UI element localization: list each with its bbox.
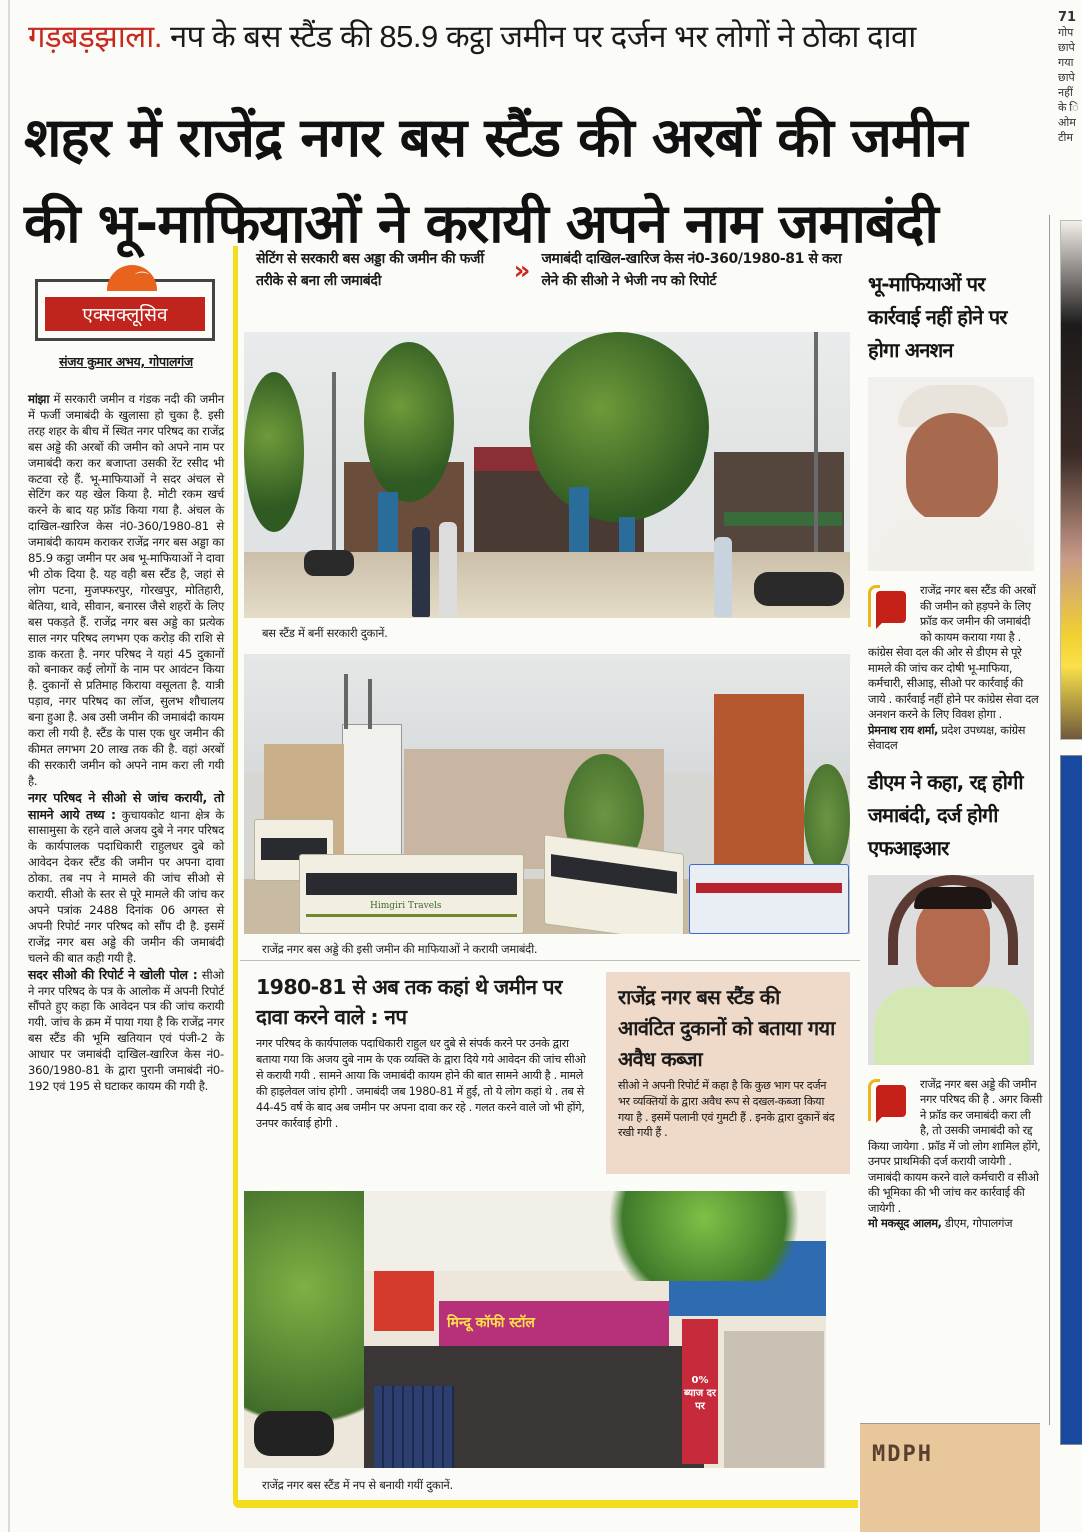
sliver-line: छापे [1058,41,1075,54]
subhead-1: नगर परिषद ने सीओ से जांच करायी, तो सामने आये तथ्य : [28,789,224,822]
photo-pole [814,332,818,552]
sliver-number: 71 [1058,10,1077,25]
photo-motorbike [754,572,844,606]
photo-bus-depot [244,654,850,934]
sliver-line: छापे [1058,71,1075,84]
adjacent-column-sliver [1058,10,1082,1532]
paragraph-1: में सरकारी जमीन व गंडक नदी की जमीन में फर्जी जमाबंदी के खुलासा हो चुका है. इसी तरह शहर के बीच में स्थित नगर परिषद का राजेंद्र बस अड्डे की अरबों की जमीन को अपने नाम पर जमाबंदी करा कर बजाप्ता उसकी रेंट रसीद भी कटवा रहे हैं. भू-माफियाओं ने सदर अंचल से सेटिंग कर यह खेल किया है. मोटी रकम खर्च करने के बाद यह फ्रॉड किया गया है. अंचल के दाखिल-खारिज केस नं0-360/1980-81 से जमाबंदी कायम कराकर राजेंद्र नगर बस अड्डा का 85.9 कट्ठा जमीन पर अब भू-माफियाओं ने दावा भी ठोक दिया है. यह वही बस स्टैंड है, जहां से लोग पटना, मुजफ्फरपुर, गोरखपुर, मोतिहारी, बेतिया, थावे, सीवान, बनारस जैसे शहरों के लिए बस पकड़ते हैं. राजेंद्र नगर बस अड्डे का प्रत्येक साल नगर परिषद लगभग एक करोड़ की राशि से डाक करता है. नगर परिषद ने यहां 45 दुकानों को बनाकर कई लोगों के नाम पर आवंटन किया है. दुकानों से प्रतिमाह किराया वसूलता है. यात्री पड़ाव, नगर परिषद का लॉज, सुलभ शौचालय बना हुआ है. अब उसी जमीन की जमाबंदी कायम करा ली गयी है. स्टैंड के पास एक धुर जमीन की कीमत लगभग 20 लाख तक की है. वहां अरबों की सरकारी जमीन को अपने नाम करा ली गयी है. [28,392,224,788]
shirt [874,987,1030,1065]
byline: संजय कुमार अभय, गोपालगंज [59,354,193,369]
photo-shop [714,452,844,552]
badge-label: एक्सक्लूसिव [45,295,205,331]
quote-speaker-role: प्रदेश उपध्यक्ष, कांग्रेस सेवादल [868,722,1026,752]
photo-bus [689,864,849,934]
main-headline [24,95,1034,267]
sliver-line: नहीं [1058,86,1073,99]
photo-shop-front [374,1271,434,1331]
right-column [868,268,1042,1232]
photo-tree [529,332,709,522]
photo-motorbike [304,550,354,576]
quote-text: राजेंद्र नगर बस स्टैंड की अरबों की जमीन को हड़पने के लिए फ्रॉड कर जमीन की जमाबंदी को कायम कराया गया है . कांग्रेस सेवा दल की ओर से डीएम से पूरे मामले की जांच कर दोषी भू-माफिया, कर्मचारी, सीआइ, सीओ पर कार्रवाई की जाये . कार्रवाई नहीं होने पर कांग्रेस सेवा दल अनशन करने के लिए विवश होगा . [868,583,1039,721]
sliver-line: टीम [1058,131,1073,144]
photo-2-caption: राजेंद्र नगर बस अड्डे की इसी जमीन की माफियाओं ने करायी जमाबंदी. [262,942,538,956]
horizontal-divider [240,960,860,961]
headline-line-1: शहर में राजेंद्र नगर बस स्टैंड की अरबों की जमीन [24,106,967,169]
footer-logo-box [860,1423,1040,1532]
photo-shop-row [244,1191,826,1468]
subhead-2: सदर सीओ की रिपोर्ट ने खोली पोल : [28,966,198,982]
footer-logo-text: MDPH [872,1442,933,1467]
double-chevron-icon: » [513,256,531,286]
photo-tower [368,679,372,729]
quote-speaker-role: डीएम, गोपालगंज [941,1216,1013,1230]
photo-pole [332,372,336,552]
photo-person [714,537,732,617]
lead-word: मांझा [28,392,50,406]
subdeck [256,248,856,318]
photo-crates [374,1386,454,1468]
sliver-line: ओम [1058,116,1076,129]
photo-tree [364,342,454,502]
quote-text: राजेंद्र नगर बस अड्डे की जमीन नगर परिषद की है . अगर किसी ने फ्रॉड कर जमाबंदी करा ली है, तो उसकी जमाबंदी को रद्द किया जायेगा . फ्रॉड में जो लोग शामिल होंगे, उनपर प्राथमिकी दर्ज करायी जायेगी . जमाबंदी कायम करने वाले कर्मचारी व सीओ की भूमिका की भी जांच कर कार्रवाई की जायेगी . [868,1076,1042,1215]
shirt [878,517,1028,571]
heading-hunger-strike: भू-माफियाओं पर कार्रवाई नहीं होने पर होगा अनशन [868,272,1007,362]
quote-dm [868,1077,1042,1232]
bird-icon: ⌒ [135,272,149,288]
sliver-line: गया [1058,56,1074,69]
paragraph-2: कुचायकोट थाना क्षेत्र के सासामुसा के रहने वाले अजय दुबे ने नगर परिषद के कार्यपालक पदाधिकारी राहुलधर दुबे को आवेदन देकर स्टैंड की जमीन पर अपना दावा ठोका. तब नप ने मामले की जांच सीओ से करायी. सीओ के स्तर से पूरे मामले की जांच कर अपने पत्रांक 2488 दिनांक 06 अगस्त से अपनी रिपोर्ट नगर परिषद को सौंप दी है. इसमें राजेंद्र नगर बस अड्डे की जमीन की जमाबंदी चलने की बात कही गयी है. [28,807,224,965]
paragraph-3: सीओ ने नगर परिषद के पत्र के आलोक में अपनी रिपोर्ट सौंपते हुए कहा कि आवेदन पत्र की जांच करायी गयी. जांच के क्रम में पाया गया है कि राजेंद्र नगर बस स्टैंड की भूमि खतियान एवं पंजी-2 के आधार पर जमाबंदी दाखिल-खारिज केस नं0-360/1980-81 के द्वारा पुरानी जमाबंदी नं0-192 एवं 195 से घटाकर कायम की गयी है. [28,967,225,1093]
bus-label: Himgiri Travels [370,901,442,911]
portrait-premnath-rai-sharma [868,377,1034,571]
exclusive-badge [35,265,215,345]
photo-1-caption: बस स्टैंड में बनीं सरकारी दुकानें. [262,626,388,640]
heading-dm-statement: डीएम ने कहा, रद्द होगी जमाबंदी, दर्ज होगी एफआइआर [868,769,1023,860]
quote-bubble-icon [868,1077,914,1123]
left-column-article [28,265,224,1095]
photo-leaves [584,1191,824,1281]
photo-person [439,522,457,617]
article-body [28,392,224,1095]
column-divider [1049,215,1050,1425]
kicker-label: गड़बड़झाला. [28,19,162,54]
quote-speaker: प्रेमनाथ राय शर्मा, [868,722,938,737]
photo-tree [804,764,850,874]
subdeck-item-1: सेटिंग से सरकारी बस अड्डा की जमीन की फर्जी तरीके से बना ली जमाबंदी [256,251,484,289]
photo-brick-building [714,694,804,874]
headline-line-2: की भू-माफियाओं ने करायी अपने नाम जमाबंदी [24,192,938,255]
photo-person [412,527,430,617]
photo-tower [344,674,348,729]
quote-bubble-icon [868,583,914,629]
photo-bus-himgiri [299,854,524,934]
kicker-text: नप के बस स्टैंड की 85.9 कट्ठा जमीन पर दर्जन भर लोगों ने ठोका दावा [169,19,916,54]
photo-banner: 0% ब्याज दर पर [682,1319,718,1464]
advertisement-blue-panel [1060,755,1082,1445]
photo-3-caption: राजेंद्र नगर बस स्टैंड में नप से बनायी गयीं दुकानें. [262,1478,453,1492]
sun-icon [107,265,157,291]
photo-shop-sign: मिन्दू कॉफी स्टॉल [439,1301,669,1349]
face [906,413,998,523]
kicker-line [28,12,1038,60]
sliver-line: गोप [1058,26,1074,39]
article-np-statement [256,972,591,1131]
subdeck-item-2: जमाबंदी दाखिल-खारिज केस नं0-360/1980-81 से करा लेने की सीओ ने भेजी नप को रिपोर्ट [541,251,842,289]
advertisement-photo [1060,220,1082,740]
left-margin-rule [8,0,10,1532]
portrait-dm-maqsood-alam [868,875,1034,1065]
article-shops-title: राजेंद्र नगर बस स्टैंड की आवंटित दुकानों को बताया गया अवैध कब्जा [618,985,835,1071]
face [916,895,990,991]
quote-speaker: मो मकसूद आलम, [868,1216,942,1230]
sliver-line: के ि [1058,101,1079,114]
article-np-text: नगर परिषद के कार्यपालक पदाधिकारी राहुल धर दुबे से संपर्क करने पर उनके द्वारा बताया गया कि अजय दुबे नाम के एक व्यक्ति के द्वारा दिये गये आवेदन की जांच सीओ से करायी गयी . सामने आया कि जमाबंदी कायम होने की बात सामने आयी है . मामले की हाइलेवल जांच होगी . जमाबंदी जब 1980-81 में हुई, तो ये लोग कहां थे . तब से 44-45 वर्ष के बाद अब जमीन पर अपना दावा कर रहे . गलत करने वाले जो भी होंगे, उनपर कार्रवाई होगी . [256,1037,586,1130]
article-illegal-shops [606,972,850,1174]
photo-shop-shelf [724,1331,824,1468]
photo-sign [724,512,842,526]
quote-congress-seva-dal [868,583,1042,754]
hair [914,887,992,909]
photo-bus-stand-shops [244,332,850,618]
article-shops-text: सीओ ने अपनी रिपोर्ट में कहा है कि कुछ भाग पर दर्जन भर व्यक्तियों के द्वारा अवैध रूप से दखल-कब्जा किया गया है . इसमें पलानी एवं गुमटी हैं . इनके द्वारा दुकानें बंद रखी गयी हैं . [618,1079,835,1140]
article-np-title: 1980-81 से अब तक कहां थे जमीन पर दावा करने वाले : नप [256,975,562,1029]
photo-motorbike [254,1411,334,1456]
photo-tree [244,372,304,532]
photo-building [342,724,402,874]
